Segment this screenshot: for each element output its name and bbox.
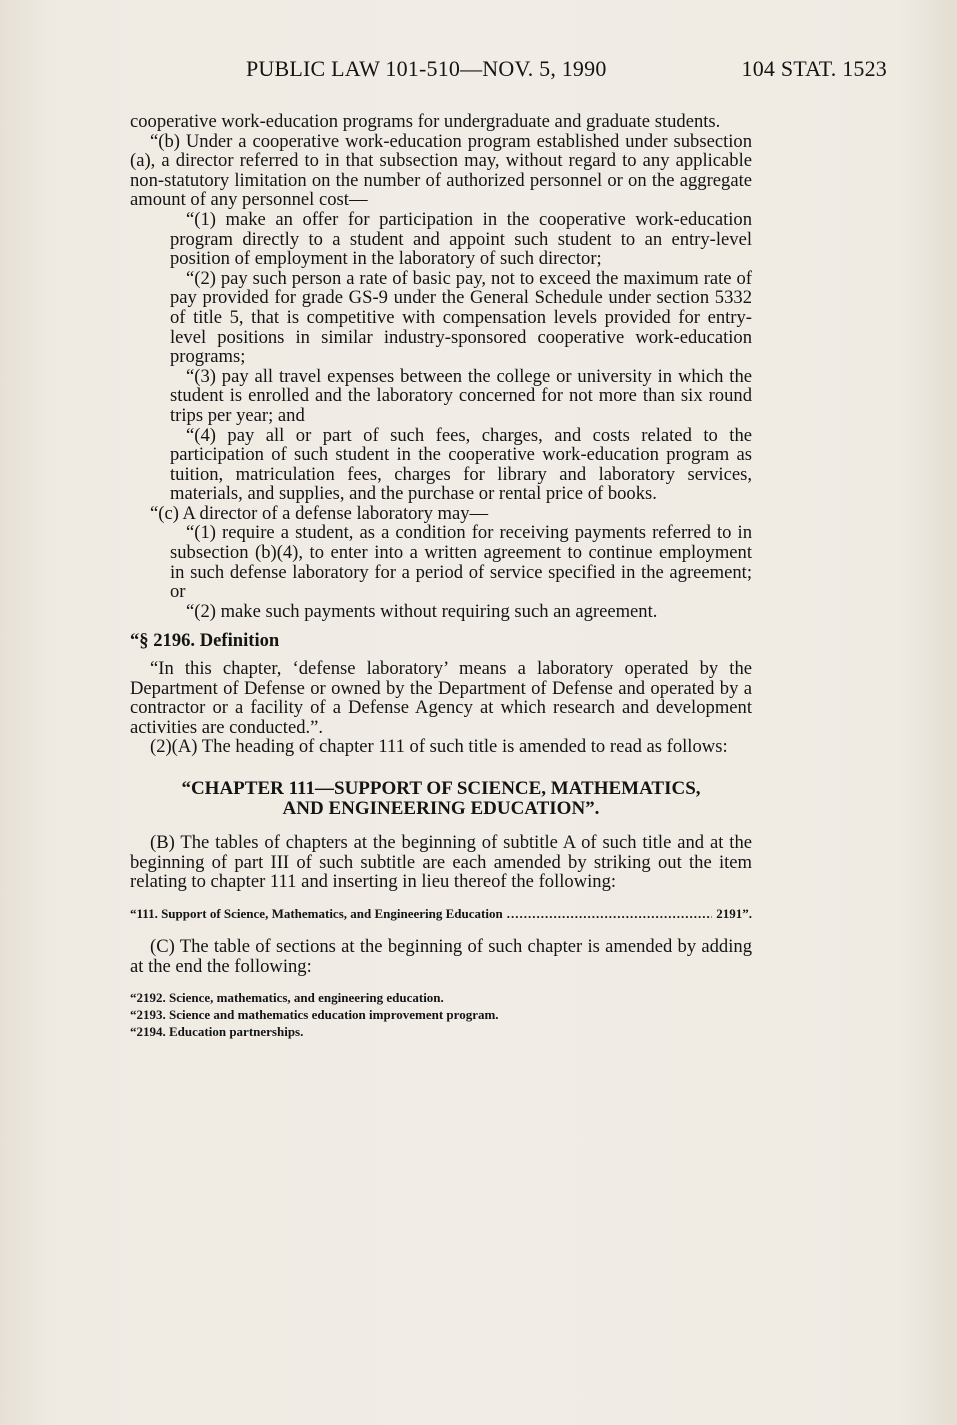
paragraph-subsection-c: “(c) A director of a defense laboratory may—: [150, 502, 489, 524]
table-of-chapters-entry: [130, 904, 752, 924]
paragraph-subsection-b: “(b) Under a cooperative work-education program established under subsection (a), a director referred to in that subsection may, without regard to any applicable non-statutory limitation on the number of authorized personnel or on the aggregate amount of any personnel cost—: [130, 130, 752, 211]
header-title: PUBLIC LAW 101-510—NOV. 5, 1990: [246, 56, 607, 81]
list-item: “2193. Science and mathematics education improvement program.: [130, 1006, 499, 1022]
chapter-heading: [130, 779, 752, 819]
chapter-heading-line-2: AND ENGINEERING EDUCATION”.: [282, 798, 600, 819]
paragraph-item-2: “(2) pay such person a rate of basic pay, not to exceed the maximum rate of pay provided for grade GS-9 under the General Schedule under section 5332 of title 5, that is competitive with compensation levels provided for entry-level positions in similar industry-sponsored cooperative work-education programs;: [170, 267, 752, 368]
paragraph-c-item-1: “(1) require a student, as a condition for receiving payments referred to in subsection (b)(4), to enter into a written agreement to continue employment in such defense laboratory for a period of service specified in the agreement; or: [170, 522, 752, 603]
list-item: “2194. Education partnerships.: [130, 1023, 304, 1039]
header-stat-number: 104 STAT. 1523: [741, 56, 887, 81]
toc-entry-page: 2191”.: [716, 905, 752, 921]
paragraph-amendment-c: (C) The table of sections at the beginning of such chapter is amended by adding at the end the following:: [130, 936, 752, 977]
list-item: “2192. Science, mathematics, and engineering education.: [130, 989, 444, 1005]
toc-entry-title: “111. Support of Science, Mathematics, and Engineering Education: [130, 905, 503, 921]
paragraph-c-item-2: “(2) make such payments without requiring such an agreement.: [186, 600, 658, 622]
paragraph-definition: “In this chapter, ‘defense laboratory’ means a laboratory operated by the Department of Defense or owned by the Department of Defense and operated by a contractor or a facility of a Defense Agency at which research and development activities are conducted.”.: [130, 658, 752, 738]
document-body: [130, 112, 752, 1040]
paragraph-amendment-b: (B) The tables of chapters at the beginning of subtitle A of such title and at the beginning of part III of such subtitle are each amended by striking out the item relating to chapter 111 and inserting in lieu thereof the following:: [130, 832, 752, 893]
section-heading: “§ 2196. Definition: [130, 630, 280, 652]
paragraph-item-1: “(1) make an offer for participation in the cooperative work-education program directly to a student and appoint such student to an entry-level position of employment in the laboratory of such director;: [170, 208, 752, 270]
paragraph-item-3: “(3) pay all travel expenses between the college or university in which the student is enrolled and the laboratory concerned for not more than six round trips per year; and: [170, 365, 752, 426]
paragraph-item-4: “(4) pay all or part of such fees, charges, and costs related to the participation of such student in the cooperative work-education program as tuition, matriculation fees, charges for library and laboratory services, materials, and supplies, and the purchase or rental price of books.: [170, 424, 752, 505]
paragraph: cooperative work-education programs for undergraduate and graduate students.: [130, 111, 721, 132]
table-of-sections: [130, 989, 752, 1040]
chapter-heading-line-1: “CHAPTER 111—SUPPORT OF SCIENCE, MATHEMATICS,: [181, 778, 701, 799]
toc-leader-dots: [507, 904, 713, 924]
paragraph-amendment-a: (2)(A) The heading of chapter 111 of such title is amended to read as follows:: [150, 736, 728, 758]
